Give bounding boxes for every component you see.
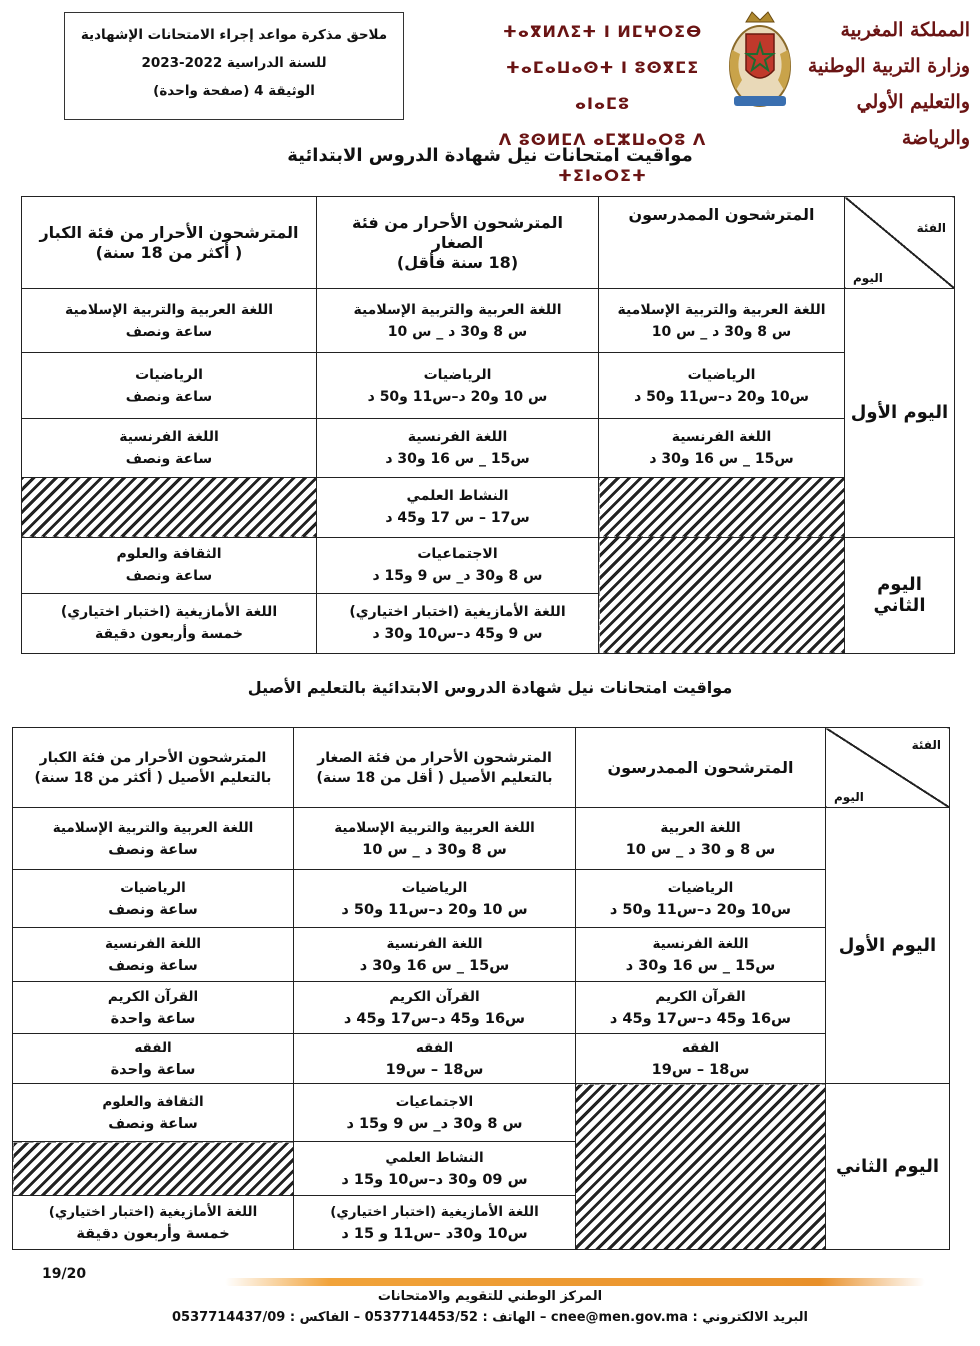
cell-young	[294, 982, 576, 1034]
cell-schooled	[576, 870, 826, 928]
time: ساعة ونصف	[108, 841, 198, 858]
hatched-empty-cell	[22, 477, 317, 537]
fax-label: – الفاكس :	[289, 1310, 361, 1325]
subject: الرياضيات	[120, 879, 186, 896]
subject: اللغة العربية والتربية الإسلامية	[353, 301, 562, 318]
subject: اللغة الفرنسية	[407, 429, 508, 446]
cell-young	[294, 928, 576, 982]
table-header-row	[22, 197, 955, 289]
cell-adult	[13, 928, 294, 982]
time: س15 _ س 16 و30 د	[649, 451, 794, 468]
ministry-name-tifinagh	[490, 14, 715, 194]
subject: اللغة الفرنسية	[104, 935, 202, 952]
subject: القرآن الكريم	[107, 988, 199, 1005]
time: س15 _ س 16 و30 د	[385, 451, 530, 468]
time: س 9 و45 د–س10 و30 د	[372, 626, 543, 643]
annex-line: ملاحق مذكرة مواعد إجراء الامتحانات الإشهادية	[80, 27, 388, 43]
tifinagh-line: ⴷ ⵓⵙⵍⵎⴷ ⴰⵎⵣⵡⴰⵔⵓ ⴷ ⵜⵉⵏⴰⵔⵉⵜ	[498, 130, 707, 185]
annex-line: للسنة الدراسية 2022-2023	[141, 55, 327, 71]
cell-adult	[13, 1196, 294, 1250]
cell-young	[317, 593, 599, 653]
cell-young	[294, 808, 576, 870]
time: س 8 و30 د _ س 10	[362, 841, 507, 858]
subject: الرياضيات	[667, 879, 734, 896]
subject: الرياضيات	[401, 879, 468, 896]
cell-adult	[22, 419, 317, 477]
time: ساعة ونصف	[108, 1115, 198, 1132]
table-row	[13, 808, 950, 870]
exam-schedule-table-original-education	[12, 727, 950, 1250]
page-number: 19/20	[42, 1266, 87, 1282]
subject: الفقه	[681, 1039, 720, 1056]
col-header-line: المترشحون الأحرار من فئة الصغار	[317, 749, 552, 766]
col-header-line: بالتعليم الأصيل ( أقل من 18 سنة)	[316, 769, 553, 786]
time: س10 و20 د–س11 و50 د	[609, 901, 792, 918]
cell-young	[317, 477, 599, 537]
day2-cell: اليوم الثاني	[826, 1084, 950, 1250]
tifinagh-line: ⵜⴰⵎⴰⵡⴰⵙⵜ ⵏ ⵓⵙⴳⵎⵉ ⴰⵏⴰⵎⵓ	[505, 58, 700, 113]
cell-schooled	[599, 353, 845, 419]
table-header-row	[13, 728, 950, 808]
subject: الرياضيات	[135, 366, 203, 383]
table-row	[22, 477, 955, 537]
time: ساعة واحدة	[110, 1061, 196, 1078]
time: س18 – س19	[385, 1061, 484, 1078]
time: ساعة واحدة	[110, 1010, 196, 1027]
cell-adult	[22, 593, 317, 653]
footer-center-name: المركز الوطني للتقويم والامتحانات	[377, 1289, 603, 1304]
cell-young	[294, 870, 576, 928]
subject: اللغة العربية والتربية الإسلامية	[617, 301, 826, 318]
phone-number: 0537714453/52	[364, 1310, 478, 1325]
email-label: البريد الالكتروني :	[692, 1310, 808, 1325]
time: س 8 و30 د _ س 10	[651, 323, 792, 340]
subject: اللغة الأمازيغية (اختبار اختياري)	[48, 1203, 258, 1220]
subject: الثقافة والعلوم	[116, 546, 222, 563]
cell-adult	[13, 1034, 294, 1084]
cell-young	[294, 1196, 576, 1250]
time: س15 _ س 16 و30 د	[625, 957, 776, 974]
col-header-line: المترشحون الأحرار من فئة الكبار	[39, 749, 267, 766]
time: ساعة ونصف	[108, 957, 198, 974]
day1-cell: اليوم الأول	[845, 289, 955, 538]
time: خمسة وأربعون دقيقة	[76, 1225, 230, 1242]
time: خمسة وأربعون دقيقة	[94, 626, 244, 643]
cell-young	[294, 1142, 576, 1196]
time: ساعة ونصف	[125, 568, 213, 585]
annex-line: الوثيقة 4 (صفحة واحدة)	[153, 83, 315, 99]
col-header-line: المترشحون الأحرار من فئة	[352, 212, 563, 232]
cell-young	[294, 1084, 576, 1142]
footer-contact-line	[0, 1310, 980, 1325]
col-header-adult	[22, 197, 317, 289]
subject: اللغة الفرنسية	[671, 429, 772, 446]
section1-title: مواقيت امتحانات نيل شهادة الدروس الابتدائية	[287, 145, 693, 166]
day1-cell: اليوم الأول	[826, 808, 950, 1084]
subject: اللغة العربية	[660, 819, 741, 836]
time: ساعة ونصف	[108, 901, 198, 918]
table-row	[13, 1084, 950, 1142]
cell-schooled	[599, 289, 845, 353]
coat-of-arms-icon	[722, 10, 798, 112]
subject: اللغة الأمازيغية (اختبار اختياري)	[60, 604, 278, 621]
subject: النشاط العلمي	[406, 488, 509, 505]
subject: الرياضيات	[423, 366, 492, 383]
table-row	[13, 928, 950, 982]
time: س16 و45 د–س17 و45 د	[609, 1010, 792, 1027]
table-row	[13, 982, 950, 1034]
cell-schooled	[576, 808, 826, 870]
time: س 8 و30 د_ س 9 و15 د	[346, 1115, 523, 1132]
annex-info-box	[64, 12, 404, 120]
time: س 10 و20 د–س11 و50 د	[341, 901, 528, 918]
cell-schooled	[576, 982, 826, 1034]
table-row	[22, 289, 955, 353]
subject: اللغة الأمازيغية (اختبار اختياري)	[349, 604, 566, 621]
cell-adult	[13, 870, 294, 928]
day2-cell: اليوم الثاني	[845, 537, 955, 653]
hatched-empty-cell	[576, 1084, 826, 1250]
time: ساعة ونصف	[125, 388, 213, 405]
table-row	[13, 870, 950, 928]
subject: اللغة الفرنسية	[119, 429, 219, 446]
subject: اللغة الفرنسية	[386, 935, 483, 952]
subject: اللغة العربية والتربية الإسلامية	[334, 819, 535, 836]
cell-adult	[13, 1084, 294, 1142]
fax-number: 0537714437/09	[172, 1310, 286, 1325]
time: س 09 و30 د–س10 و15 د	[341, 1171, 528, 1188]
subject: الاجتماعيات	[395, 1093, 474, 1110]
hatched-empty-cell	[13, 1142, 294, 1196]
day-label: اليوم	[834, 790, 864, 804]
cell-young	[317, 419, 599, 477]
category-label: الفئة	[911, 738, 941, 752]
col-header-line: (18 سنة فأقل)	[396, 252, 519, 272]
tifinagh-line: ⵜⴰⴳⵍⴷⵉⵜ ⵏ ⵍⵎⵖⵔⵉⴱ	[502, 22, 703, 41]
table-row	[13, 1034, 950, 1084]
time: س 8 و30 د_ س 9 و15 د	[372, 568, 543, 585]
time: س16 و45 د–س17 و45 د	[343, 1010, 526, 1027]
time: س10 و20 د–س11 و50 د	[634, 388, 809, 405]
subject: اللغة الأمازيغية (اختبار اختياري)	[330, 1203, 539, 1220]
col-header-adult	[13, 728, 294, 808]
time: س17 – س 17 و45 د	[385, 510, 530, 527]
ministry-line: وزارة التربية الوطنية	[807, 55, 970, 77]
category-label: الفئة	[916, 221, 946, 235]
subject: اللغة الفرنسية	[652, 935, 749, 952]
cell-schooled	[576, 1034, 826, 1084]
corner-cell	[845, 197, 955, 289]
time: س15 _ س 16 و30 د	[359, 957, 510, 974]
subject: الاجتماعيات	[417, 546, 498, 563]
col-header-schooled: المترشحون الممدرسون	[576, 728, 826, 808]
cell-adult	[22, 537, 317, 593]
cell-adult	[13, 808, 294, 870]
day-label: اليوم	[853, 271, 883, 286]
email-link[interactable]: cnee@men.gov.ma	[550, 1310, 688, 1325]
footer-divider	[225, 1278, 925, 1286]
subject: اللغة العربية والتربية الإسلامية	[64, 301, 274, 318]
section2-title: مواقيت امتحانات نيل شهادة الدروس الابتدائية بالتعليم الأصيل	[247, 678, 733, 697]
col-header-young	[317, 197, 599, 289]
cell-young	[317, 289, 599, 353]
cell-young	[317, 353, 599, 419]
ministry-name-arabic	[800, 12, 970, 156]
hatched-empty-cell	[599, 537, 845, 653]
subject: الرياضيات	[687, 366, 756, 383]
time: س18 – س19	[651, 1061, 750, 1078]
col-header-young	[294, 728, 576, 808]
col-header-line: المترشحون الأحرار من فئة الكبار	[39, 222, 299, 242]
exam-schedule-table-primary	[21, 196, 955, 654]
subject: اللغة العربية والتربية الإسلامية	[52, 819, 254, 836]
cell-adult	[13, 982, 294, 1034]
time: ساعة ونصف	[125, 323, 213, 340]
cell-schooled	[599, 419, 845, 477]
cell-adult	[22, 353, 317, 419]
table-row	[22, 353, 955, 419]
hatched-empty-cell	[599, 477, 845, 537]
time: س10 و30د –س11 و 15 د	[341, 1225, 528, 1242]
corner-cell	[826, 728, 950, 808]
subject: الثقافة والعلوم	[102, 1093, 204, 1110]
subject: الفقه	[415, 1039, 454, 1056]
cell-young	[317, 537, 599, 593]
cell-schooled	[576, 928, 826, 982]
col-header-line: ( أكثر من 18 سنة)	[95, 242, 243, 262]
subject: النشاط العلمي	[385, 1149, 484, 1166]
time: س 8 و 30 د _ س 10	[625, 841, 776, 858]
subject: القرآن الكريم	[655, 988, 746, 1005]
col-header-schooled: المترشحون الممدرسون	[599, 197, 845, 289]
phone-label: – الهاتف :	[482, 1310, 547, 1325]
time: ساعة ونصف	[125, 451, 213, 468]
time: س 10 و20 د–س11 و50 د	[367, 388, 548, 405]
ministry-line: والتعليم الأولي والرياضة	[856, 91, 970, 149]
col-header-line: بالتعليم الأصيل ( أكثر من 18 سنة)	[34, 769, 272, 786]
cell-young	[294, 1034, 576, 1084]
cell-adult	[22, 289, 317, 353]
col-header-line: الصغار	[431, 232, 484, 252]
subject: الفقه	[134, 1039, 172, 1056]
time: س 8 و30 د _ س 10	[387, 323, 528, 340]
subject: القرآن الكريم	[389, 988, 480, 1005]
ministry-line: المملكة المغربية	[840, 19, 970, 41]
table-row	[22, 537, 955, 593]
table-row	[22, 419, 955, 477]
